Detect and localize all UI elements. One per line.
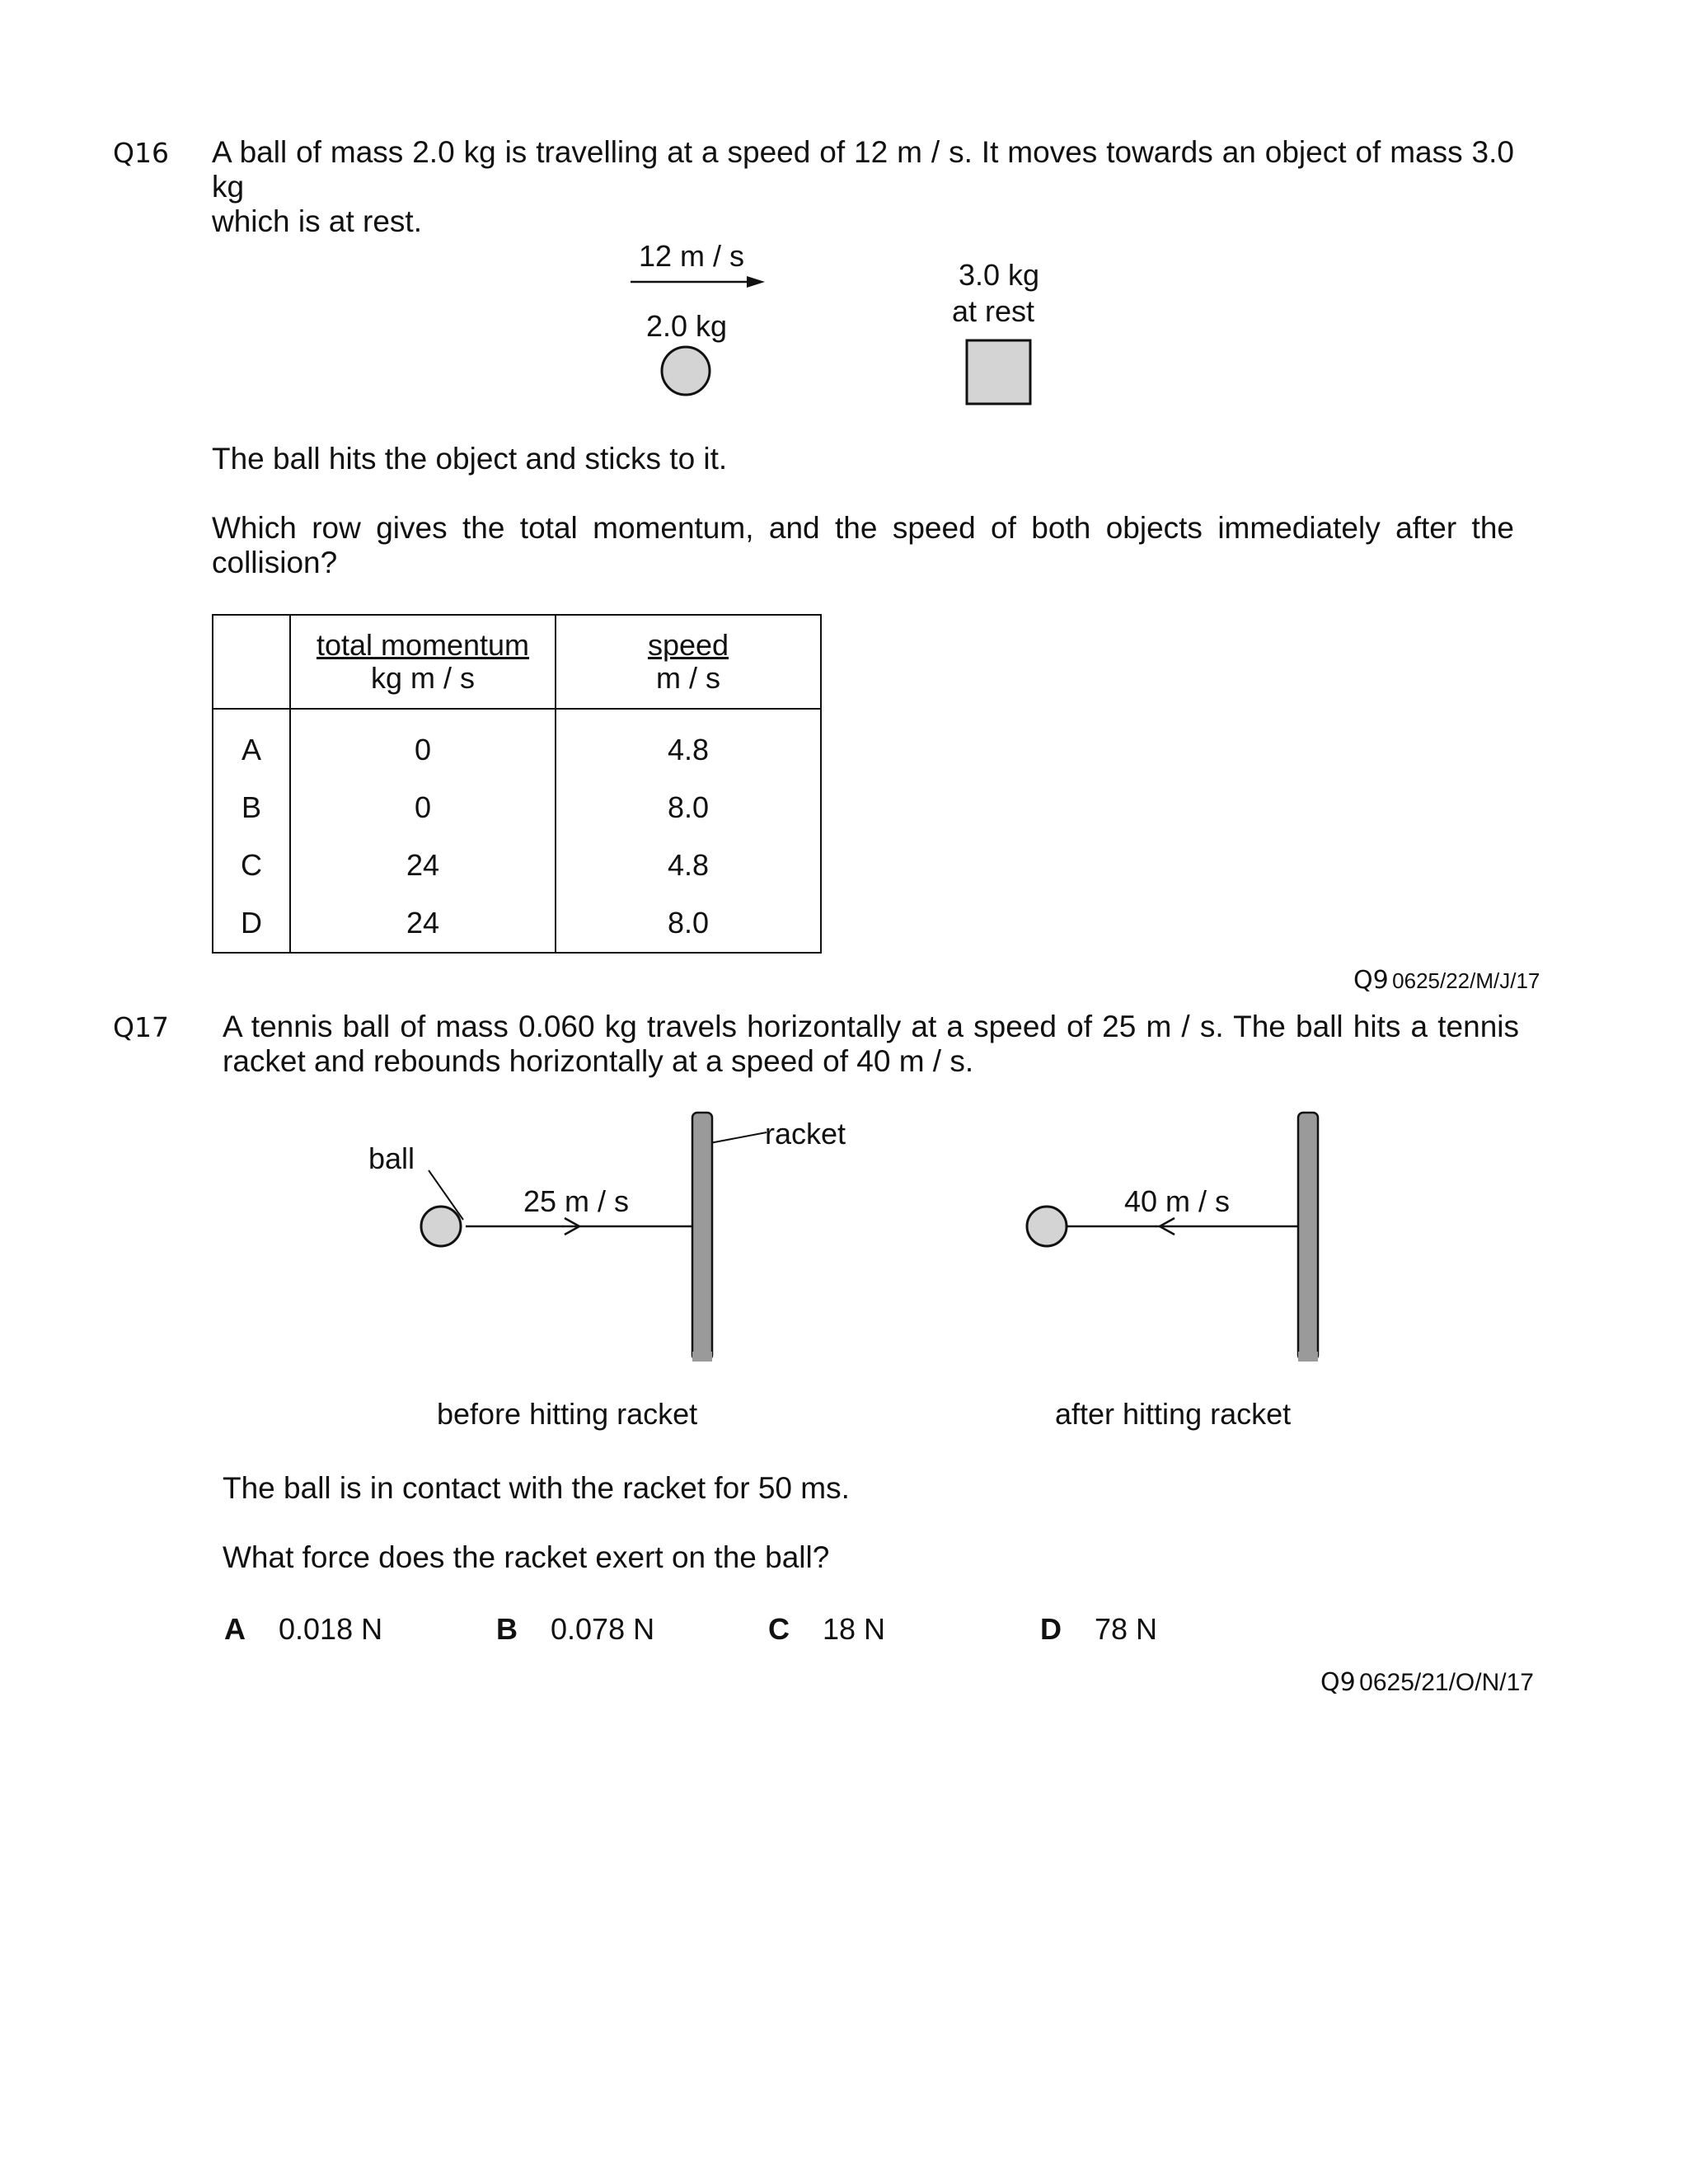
row-letter: C [213,837,290,894]
option-value: 0.018 N [279,1612,383,1646]
table-header-row [213,615,821,709]
q17-statement: The ball is in contact with the racket for 50 ms. [223,1471,850,1505]
q17-speed-before-label: 25 m / s [523,1184,630,1218]
q17-ball-label: ball [368,1141,415,1175]
option-letter: C [768,1612,790,1646]
q16-speed-label: 12 m / s [639,239,745,273]
row-momentum: 0 [290,709,556,779]
q16-ball [659,344,712,397]
row-momentum: 24 [290,837,556,894]
q16-ref-code: 0625/22/M/J/17 [1392,968,1540,993]
q16-intro-line2: which is at rest. [212,204,422,238]
row-momentum: 24 [290,894,556,953]
q16-statement: The ball hits the object and sticks to it. [212,442,728,476]
q17-caption-after: after hitting racket [1055,1397,1292,1431]
q17-option-c [768,1612,885,1647]
q17-option-d [1040,1612,1157,1647]
q16-object-state-label: at rest [952,294,1035,328]
row-momentum: 0 [290,779,556,837]
q17-ref-code: 0625/21/O/N/17 [1359,1669,1534,1696]
row-speed: 8.0 [556,894,821,953]
q16-source-reference [1353,966,1540,995]
q17-option-b [496,1612,654,1647]
tennis-ball [421,1207,461,1246]
table-header-speed [556,615,821,709]
tennis-ball [1027,1207,1067,1246]
q17-before-diagram [404,1104,799,1368]
q16-question [212,511,1514,580]
option-value: 0.078 N [551,1612,655,1646]
table-row [213,709,821,779]
header-speed-title: speed [647,628,729,662]
q16-question-line2: collision? [212,546,338,579]
q17-source-reference [1320,1668,1534,1697]
q17-option-a [224,1612,382,1647]
option-letter: D [1040,1612,1062,1646]
option-letter: B [496,1612,518,1646]
q17-question: What force does the racket exert on the ball? [223,1540,830,1574]
q16-intro-line1: A ball of mass 2.0 kg is travelling at a speed of 12 m / s. It moves towards an object of mass 3.0 kg [212,135,1514,204]
row-speed: 8.0 [556,779,821,837]
q16-ref-question: Q9 [1353,966,1389,995]
q16-velocity-arrow [626,272,767,292]
q16-answer-table [212,614,822,954]
q17-intro-line1: A tennis ball of mass 0.060 kg travels horizontally at a speed of 25 m / s. The ball hits a tennis [223,1010,1519,1043]
q16-number: Q16 [113,137,169,169]
q16-block [964,338,1034,407]
q16-intro [212,135,1514,239]
table-header-momentum [290,615,556,709]
table-row [213,894,821,953]
table-row [213,837,821,894]
q16-ball-mass-label: 2.0 kg [646,309,728,343]
row-speed: 4.8 [556,837,821,894]
q17-after-diagram [1014,1104,1327,1368]
q17-racket-label: racket [765,1117,846,1151]
header-momentum-unit: kg m / s [370,661,476,695]
table-row [213,779,821,837]
table-header-blank [213,615,290,709]
header-momentum-title: total momentum [316,628,530,662]
row-letter: D [213,894,290,953]
racket-leader-line [706,1132,767,1144]
q17-ref-question: Q9 [1320,1668,1356,1697]
racket [692,1113,712,1360]
q17-number: Q17 [113,1011,169,1043]
row-speed: 4.8 [556,709,821,779]
header-speed-unit: m / s [656,661,720,695]
racket [1298,1113,1318,1360]
row-letter: A [213,709,290,779]
q17-caption-before: before hitting racket [437,1397,698,1431]
q17-speed-after-label: 40 m / s [1124,1184,1231,1218]
option-value: 18 N [823,1612,886,1646]
row-letter: B [213,779,290,837]
option-letter: A [224,1612,246,1646]
q16-object-mass-label: 3.0 kg [959,258,1040,292]
q17-intro [223,1010,1519,1079]
q17-intro-line2: racket and rebounds horizontally at a speed of 40 m / s. [223,1044,974,1078]
option-value: 78 N [1095,1612,1158,1646]
q16-question-line1: Which row gives the total momentum, and the speed of both objects immediately after the [212,511,1514,545]
